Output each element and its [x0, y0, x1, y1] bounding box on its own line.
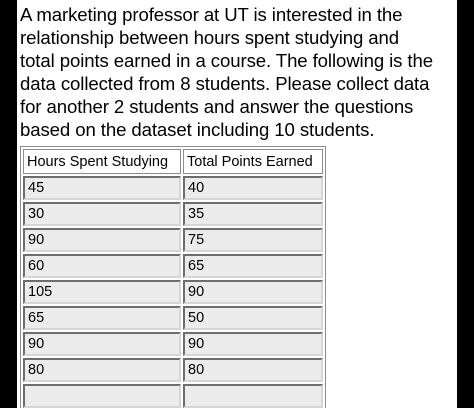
points-input-cell[interactable] — [183, 384, 323, 408]
question-line: data collected from 8 students. Please collect data — [20, 73, 430, 94]
question-line: A marketing professor at UT is interested in the — [20, 4, 403, 25]
hours-cell[interactable]: 30 — [23, 202, 181, 226]
points-cell[interactable]: 40 — [183, 176, 323, 200]
hours-cell[interactable]: 80 — [23, 358, 181, 382]
points-cell[interactable]: 50 — [183, 306, 323, 330]
points-cell[interactable]: 35 — [183, 202, 323, 226]
table-row — [23, 306, 323, 330]
hours-cell[interactable]: 65 — [23, 306, 181, 330]
question-line: relationship between hours spent studying and — [20, 27, 399, 48]
hours-cell[interactable]: 105 — [23, 280, 181, 304]
question-text — [20, 3, 456, 141]
hours-input-cell[interactable] — [23, 384, 181, 408]
points-cell[interactable]: 80 — [183, 358, 323, 382]
table-header-row — [23, 149, 323, 174]
question-line: for another 2 students and answer the questions — [20, 96, 414, 117]
points-cell[interactable]: 90 — [183, 332, 323, 356]
points-cell[interactable]: 65 — [183, 254, 323, 278]
hours-cell[interactable]: 90 — [23, 228, 181, 252]
hours-cell[interactable]: 90 — [23, 332, 181, 356]
table-row-empty — [23, 384, 323, 408]
hours-cell[interactable]: 60 — [23, 254, 181, 278]
hours-cell[interactable]: 45 — [23, 176, 181, 200]
points-cell[interactable]: 90 — [183, 280, 323, 304]
question-line: total points earned in a course. The following is the — [20, 50, 433, 71]
question-document — [17, 0, 457, 408]
table-row — [23, 254, 323, 278]
study-data-table — [20, 146, 326, 408]
header-total-points-earned: Total Points Earned — [183, 149, 323, 174]
table-row — [23, 228, 323, 252]
table-row — [23, 176, 323, 200]
table-row — [23, 280, 323, 304]
header-hours-spent-studying: Hours Spent Studying — [23, 149, 181, 174]
table-row — [23, 202, 323, 226]
question-line: based on the dataset including 10 students. — [20, 119, 375, 140]
points-cell[interactable]: 75 — [183, 228, 323, 252]
table-row — [23, 332, 323, 356]
table-row — [23, 358, 323, 382]
